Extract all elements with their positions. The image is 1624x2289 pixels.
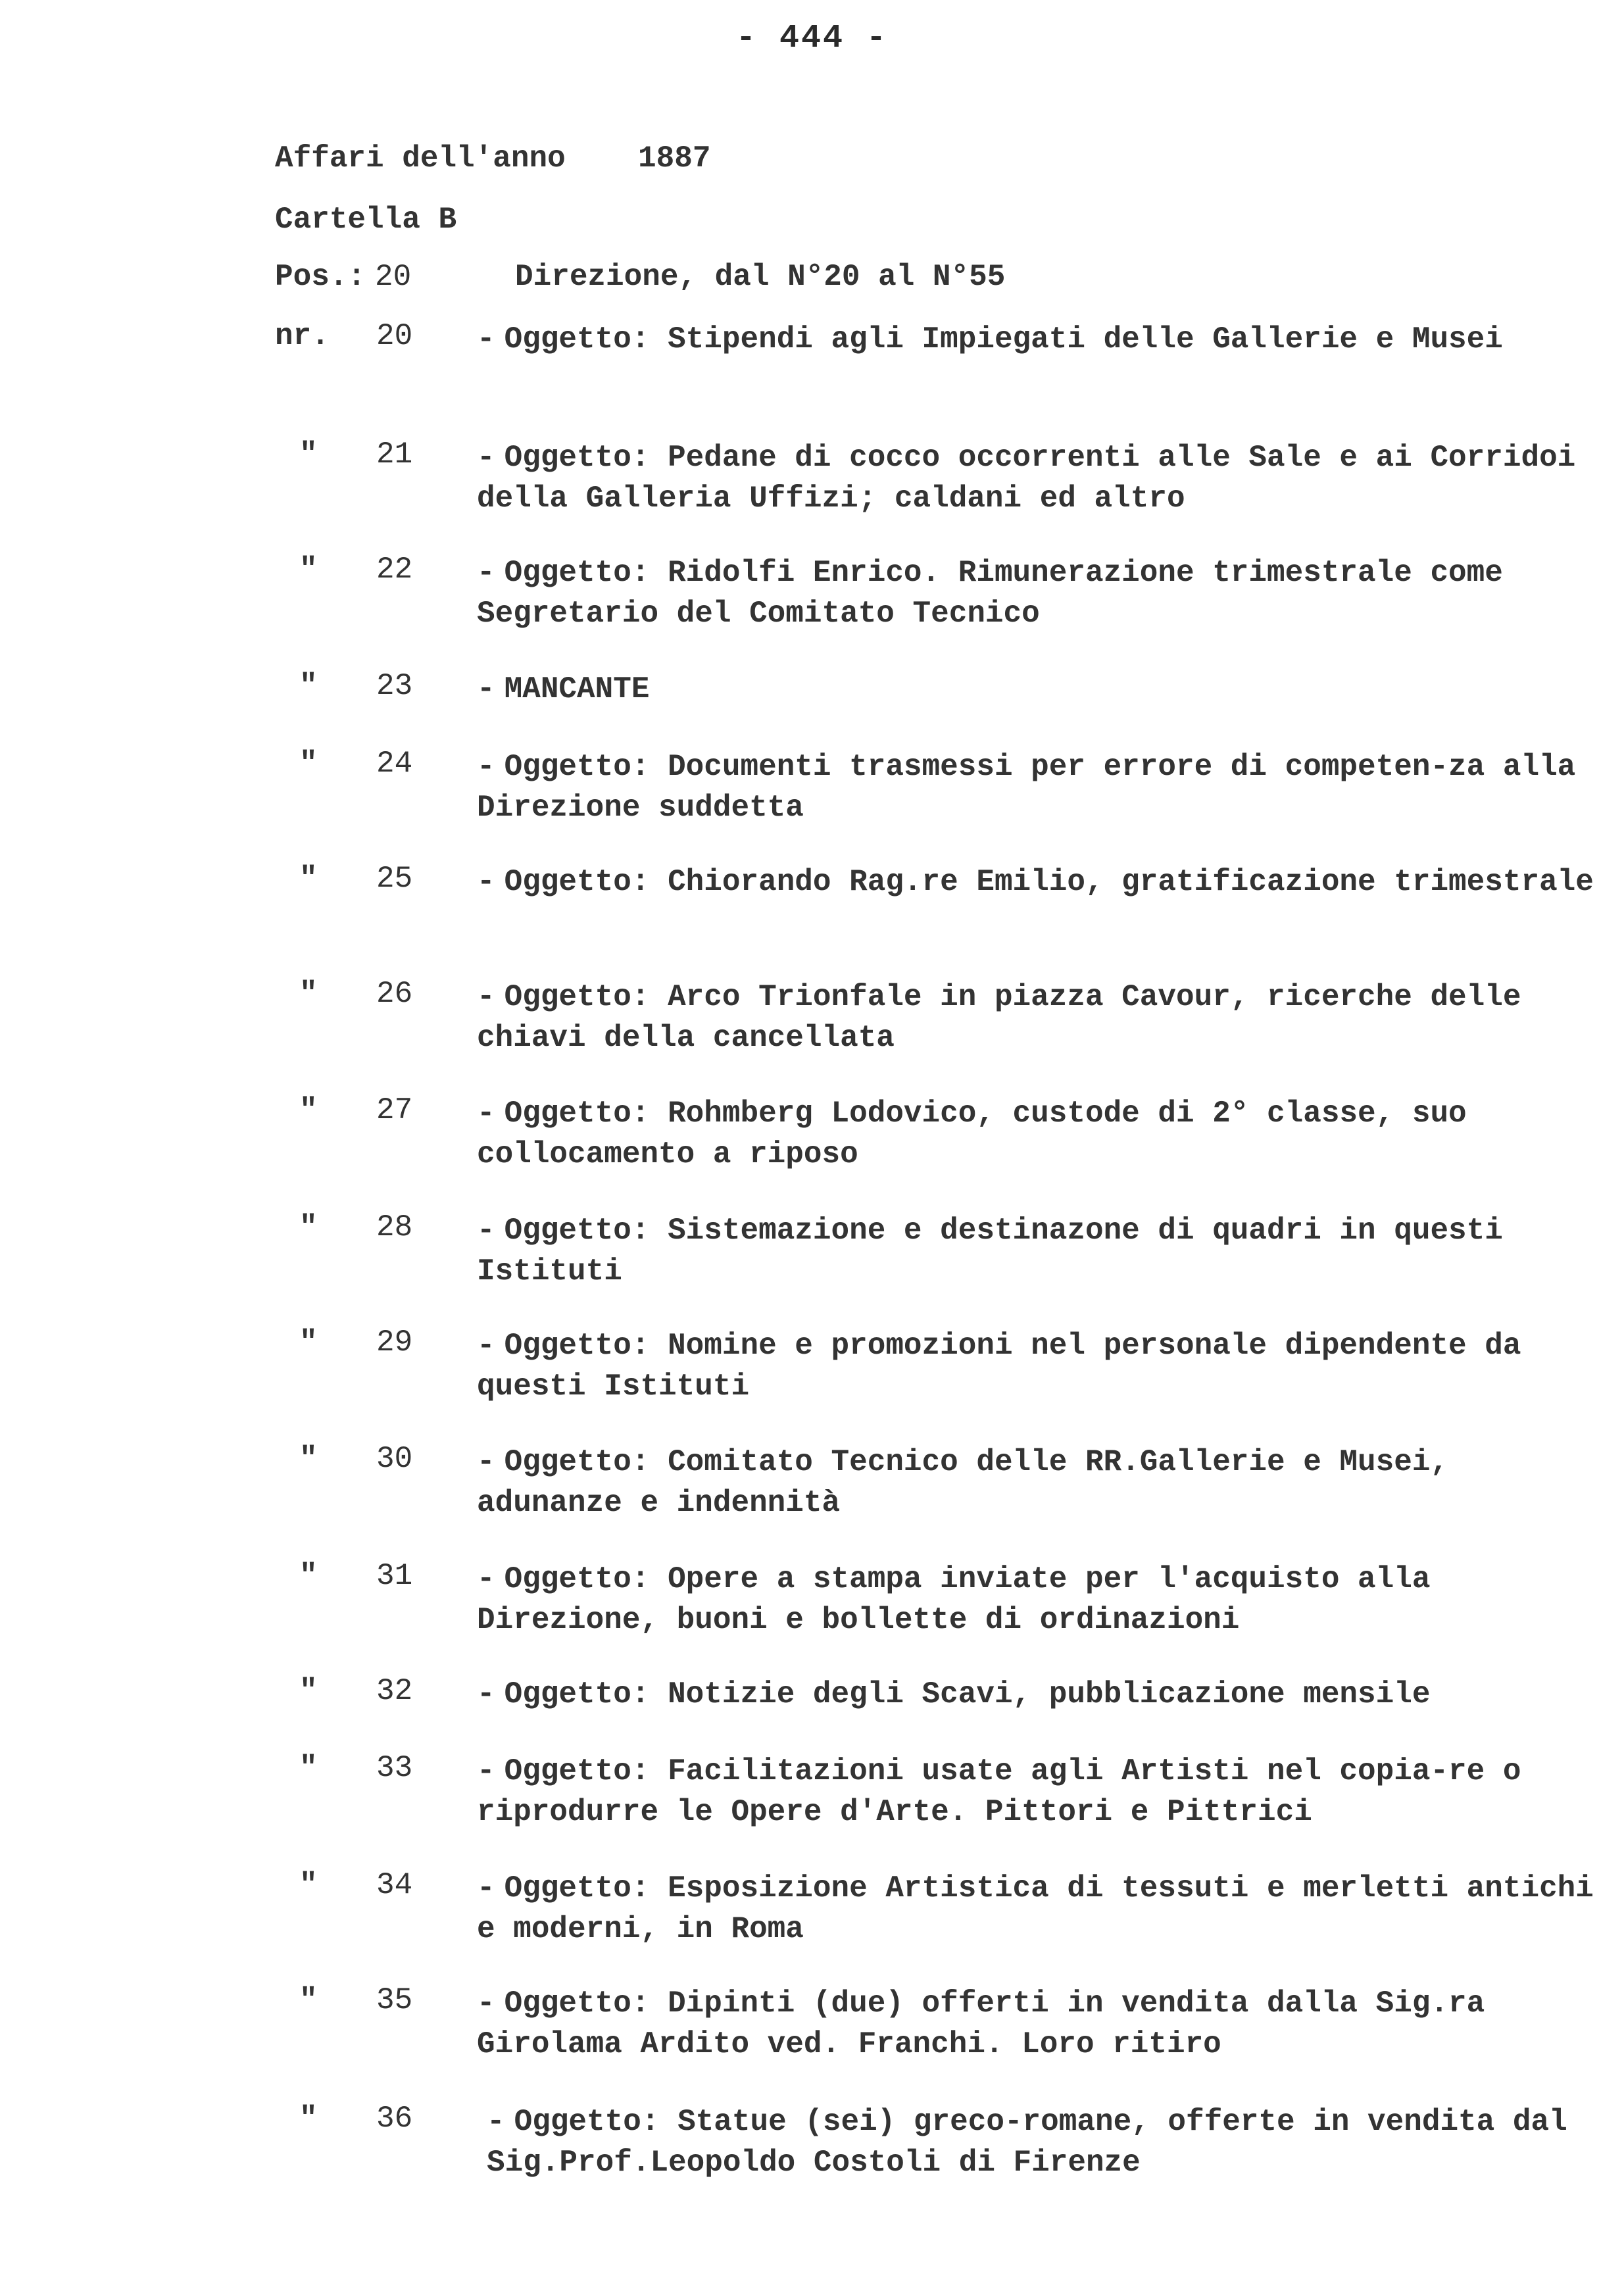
entry-keyword: Oggetto: <box>504 1986 650 2021</box>
entry-mark: " <box>299 1983 318 2017</box>
entry-mark: " <box>299 437 318 472</box>
entry-dash: - <box>477 1986 495 2021</box>
entry-number: 24 <box>376 747 413 781</box>
entry-subject: Esposizione Artistica di tessuti e merletti antichi e moderni, in Roma <box>477 1871 1594 1946</box>
entry-number: 29 <box>376 1325 413 1360</box>
entry-keyword: Oggetto: <box>504 865 650 899</box>
entry-text <box>477 553 1595 634</box>
entry-number: 33 <box>376 1751 413 1785</box>
entry-dash: - <box>477 1677 495 1711</box>
entry-subject: Ridolfi Enrico. Rimunerazione trimestrale come Segretario del Comitato Tecnico <box>477 556 1503 631</box>
entry-keyword: Oggetto: <box>504 750 650 784</box>
entry-mark: " <box>299 1674 318 1708</box>
entry-number: 34 <box>376 1868 413 1902</box>
entry-dash: - <box>477 1871 495 1906</box>
entry-subject: Arco Trionfale in piazza Cavour, ricerche delle chiavi della cancellata <box>477 980 1521 1055</box>
entry-subject: Nomine e promozioni nel personale dipendente da questi Istituti <box>477 1329 1521 1404</box>
entry-keyword: Oggetto: <box>504 1871 650 1906</box>
entry-dash: - <box>477 980 495 1014</box>
entry-mark: " <box>299 1325 318 1360</box>
entry-keyword: Oggetto: <box>504 1677 650 1711</box>
entry-text <box>477 1751 1595 1833</box>
entry-text <box>477 977 1595 1058</box>
entry-text <box>487 2102 1605 2183</box>
entry-text <box>477 1559 1595 1640</box>
cartella-label: Cartella B <box>275 203 457 237</box>
entry-mark: " <box>299 1442 318 1476</box>
entry-subject: Dipinti (due) offerti in vendita dalla Sig.ra Girolama Ardito ved. Franchi. Loro ritiro <box>477 1986 1485 2061</box>
entry-mark: " <box>299 1210 318 1244</box>
entry-dash: - <box>477 322 495 357</box>
entry-keyword: Oggetto: <box>504 1329 650 1363</box>
entry-mark: " <box>299 2102 318 2136</box>
entry-keyword: Oggetto: <box>504 556 650 590</box>
entry-text <box>477 1325 1595 1407</box>
entry-subject: Comitato Tecnico delle RR.Gallerie e Musei, adunanze e indennità <box>477 1445 1449 1520</box>
entry-text <box>477 1093 1595 1175</box>
entry-subject: Rohmberg Lodovico, custode di 2° classe, suo collocamento a riposo <box>477 1096 1467 1171</box>
entry-text <box>477 1210 1595 1292</box>
entry-subject: Documenti trasmessi per errore di competen-za alla Direzione suddetta <box>477 750 1576 825</box>
entry-number: 22 <box>376 553 413 587</box>
entry-dash: - <box>477 441 495 475</box>
entry-dash: - <box>477 750 495 784</box>
entry-number: 25 <box>376 862 413 896</box>
page-number: - 444 - <box>735 20 889 57</box>
entry-keyword: Oggetto: <box>504 441 650 475</box>
entry-keyword: Oggetto: <box>504 1754 650 1788</box>
entry-mark: " <box>299 1093 318 1127</box>
entry-dash: - <box>487 2105 505 2139</box>
entry-dash: - <box>477 556 495 590</box>
entry-number: 32 <box>376 1674 413 1708</box>
entry-number: 21 <box>376 437 413 472</box>
entry-text <box>477 1868 1595 1950</box>
entry-mark: " <box>299 553 318 587</box>
entry-subject: Stipendi agli Impiegati delle Gallerie e Musei <box>668 322 1503 357</box>
entry-dash: - <box>477 1329 495 1363</box>
entry-number: 26 <box>376 977 413 1011</box>
entry-mark: nr. <box>275 319 330 353</box>
entry-number: 27 <box>376 1093 413 1127</box>
entry-number: 36 <box>376 2102 413 2136</box>
entry-mark: " <box>299 669 318 703</box>
entry-subject: Chiorando Rag.re Emilio, gratificazione trimestrale <box>668 865 1594 899</box>
entry-text <box>477 862 1595 902</box>
entry-subject: Statue (sei) greco-romane, offerte in vendita dal Sig.Prof.Leopoldo Costoli di Firenze <box>487 2105 1567 2180</box>
entry-dash: - <box>477 865 495 899</box>
entry-text <box>477 747 1595 828</box>
entry-keyword: Oggetto: <box>504 322 650 357</box>
entry-keyword: Oggetto: <box>504 1445 650 1479</box>
entry-text <box>477 437 1595 519</box>
entry-number: 28 <box>376 1210 413 1244</box>
entry-dash: - <box>477 672 495 706</box>
entry-dash: - <box>477 1754 495 1788</box>
entry-dash: - <box>477 1096 495 1131</box>
entry-keyword: Oggetto: <box>504 1096 650 1131</box>
entry-text <box>477 1674 1595 1715</box>
entry-keyword: Oggetto: <box>514 2105 660 2139</box>
entry-number: 20 <box>376 319 413 353</box>
year: 1887 <box>638 141 711 176</box>
entry-mark: " <box>299 862 318 896</box>
entry-number: 31 <box>376 1559 413 1593</box>
entry-mark: " <box>299 1559 318 1593</box>
affari-label: Affari dell'anno <box>275 141 566 176</box>
entry-keyword: Oggetto: <box>504 980 650 1014</box>
pos-number: 20 <box>375 260 412 294</box>
entry-subject: Facilitazioni usate agli Artisti nel copia-re o riprodurre le Opere d'Arte. Pittori e Pittrici <box>477 1754 1521 1829</box>
entry-dash: - <box>477 1214 495 1248</box>
pos-label: Pos.: <box>275 260 366 294</box>
entry-mark: " <box>299 1868 318 1902</box>
entry-mark: " <box>299 977 318 1011</box>
pos-description: Direzione, dal N°20 al N°55 <box>515 260 1006 294</box>
entry-subject: Sistemazione e destinazone di quadri in questi Istituti <box>477 1214 1503 1289</box>
entry-keyword: Oggetto: <box>504 1214 650 1248</box>
entry-text <box>477 669 1595 710</box>
entry-dash: - <box>477 1562 495 1596</box>
entry-keyword: Oggetto: <box>504 1562 650 1596</box>
entry-mark: " <box>299 1751 318 1785</box>
entry-number: 30 <box>376 1442 413 1476</box>
entry-subject: MANCANTE <box>504 672 650 706</box>
entry-number: 23 <box>376 669 413 703</box>
entry-subject: Opere a stampa inviate per l'acquisto alla Direzione, buoni e bollette di ordinazioni <box>477 1562 1431 1637</box>
entry-text <box>477 319 1595 360</box>
entry-number: 35 <box>376 1983 413 2017</box>
entry-subject: Notizie degli Scavi, pubblicazione mensile <box>668 1677 1431 1711</box>
entry-text <box>477 1442 1595 1523</box>
entry-mark: " <box>299 747 318 781</box>
entry-subject: Pedane di cocco occorrenti alle Sale e ai Corridoi della Galleria Uffizi; caldani ed altro <box>477 441 1576 516</box>
entry-dash: - <box>477 1445 495 1479</box>
entry-text <box>477 1983 1595 2065</box>
